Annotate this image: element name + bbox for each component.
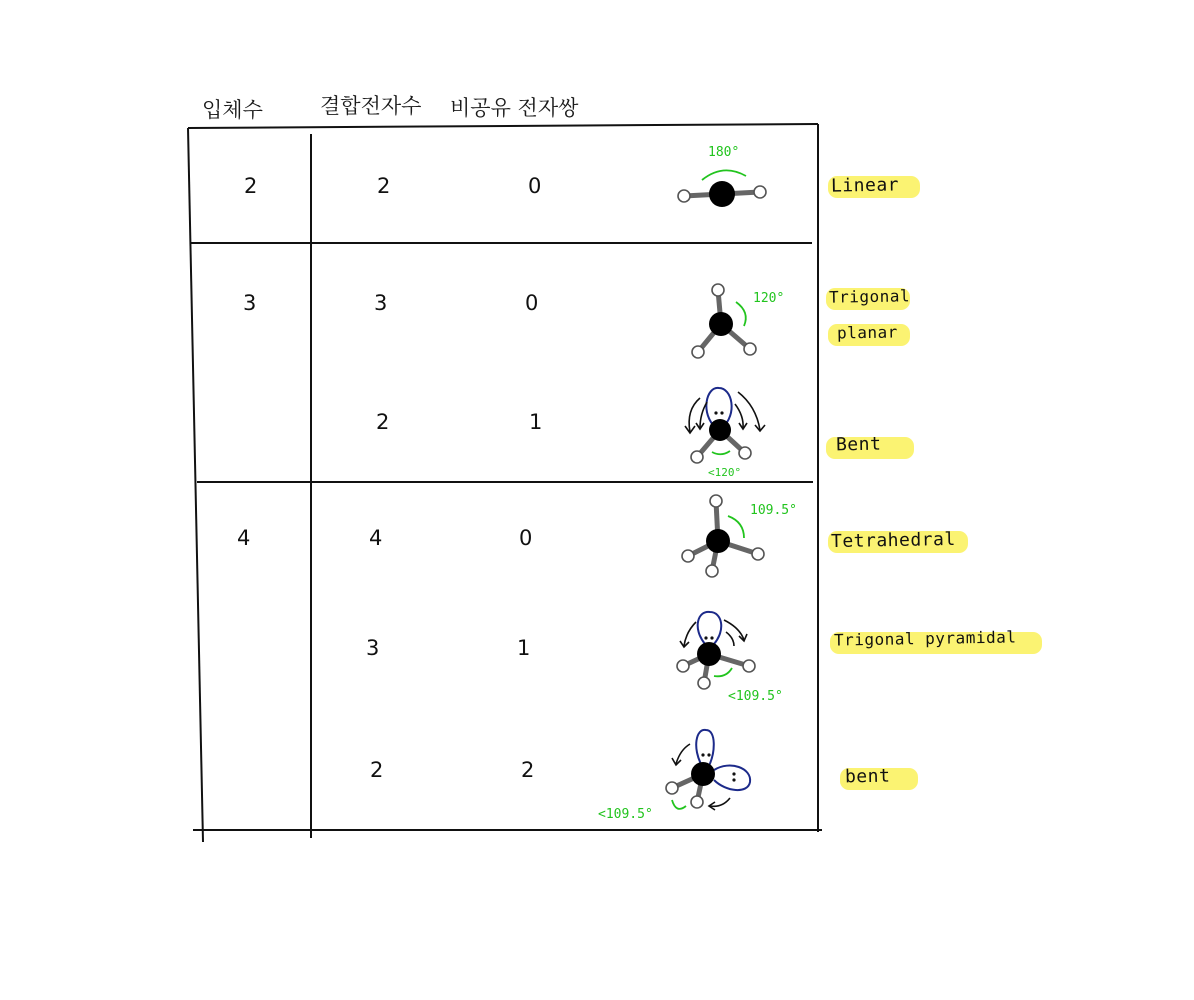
header-steric-number: 입체수 (202, 98, 263, 122)
row-1-bonding: 2 (377, 174, 391, 198)
molecule-bent-trigonal-icon (685, 388, 765, 463)
row-4-steric: 4 (237, 526, 251, 550)
row-3-lone: 1 (529, 410, 543, 434)
geometry-label-bent-2: bent (844, 765, 891, 788)
geometry-label-bent: Bent (835, 433, 882, 456)
geometry-label-linear: Linear (830, 174, 900, 197)
header-bonding-pairs: 결합전자수 (320, 94, 422, 118)
molecule-linear-icon (678, 170, 766, 207)
row-4-bonding: 4 (369, 526, 383, 550)
row-5-bonding: 3 (366, 636, 380, 660)
row-5-lone: 1 (517, 636, 531, 660)
angle-label-row-6: <109.5° (598, 807, 653, 822)
row-2-lone: 0 (525, 291, 539, 315)
molecule-trigonal-pyramidal-icon (677, 612, 755, 689)
table-left-border (188, 128, 203, 842)
row-6-lone: 2 (521, 758, 535, 782)
angle-label-row-3: <120° (708, 466, 742, 479)
row-4-lone: 0 (519, 526, 533, 550)
geometry-label-trigonal: Trigonal (828, 286, 911, 307)
row-3-bonding: 2 (376, 410, 390, 434)
header-lone-pairs: 비공유 전자쌍 (450, 96, 579, 120)
row-1-lone: 0 (528, 174, 542, 198)
row-2-bonding: 3 (374, 291, 388, 315)
row-2-steric: 3 (243, 291, 257, 315)
geometry-label-tetrahedral: Tetrahedral (830, 528, 956, 553)
geometry-label-trigonal-pyramidal: Trigonal pyramidal (833, 627, 1017, 650)
angle-label-row-4: 109.5° (750, 503, 797, 518)
row-6-bonding: 2 (370, 758, 384, 782)
molecule-bent-tetrahedral-icon (666, 730, 750, 810)
angle-label-row-2: 120° (753, 291, 785, 306)
angle-label-row-5: <109.5° (728, 689, 783, 704)
angle-label-row-1: 180° (708, 145, 740, 160)
row-1-steric: 2 (244, 174, 258, 198)
geometry-label-planar: planar (836, 322, 898, 343)
molecule-trigonal-planar-icon (692, 284, 756, 358)
table-top-border (188, 124, 818, 128)
